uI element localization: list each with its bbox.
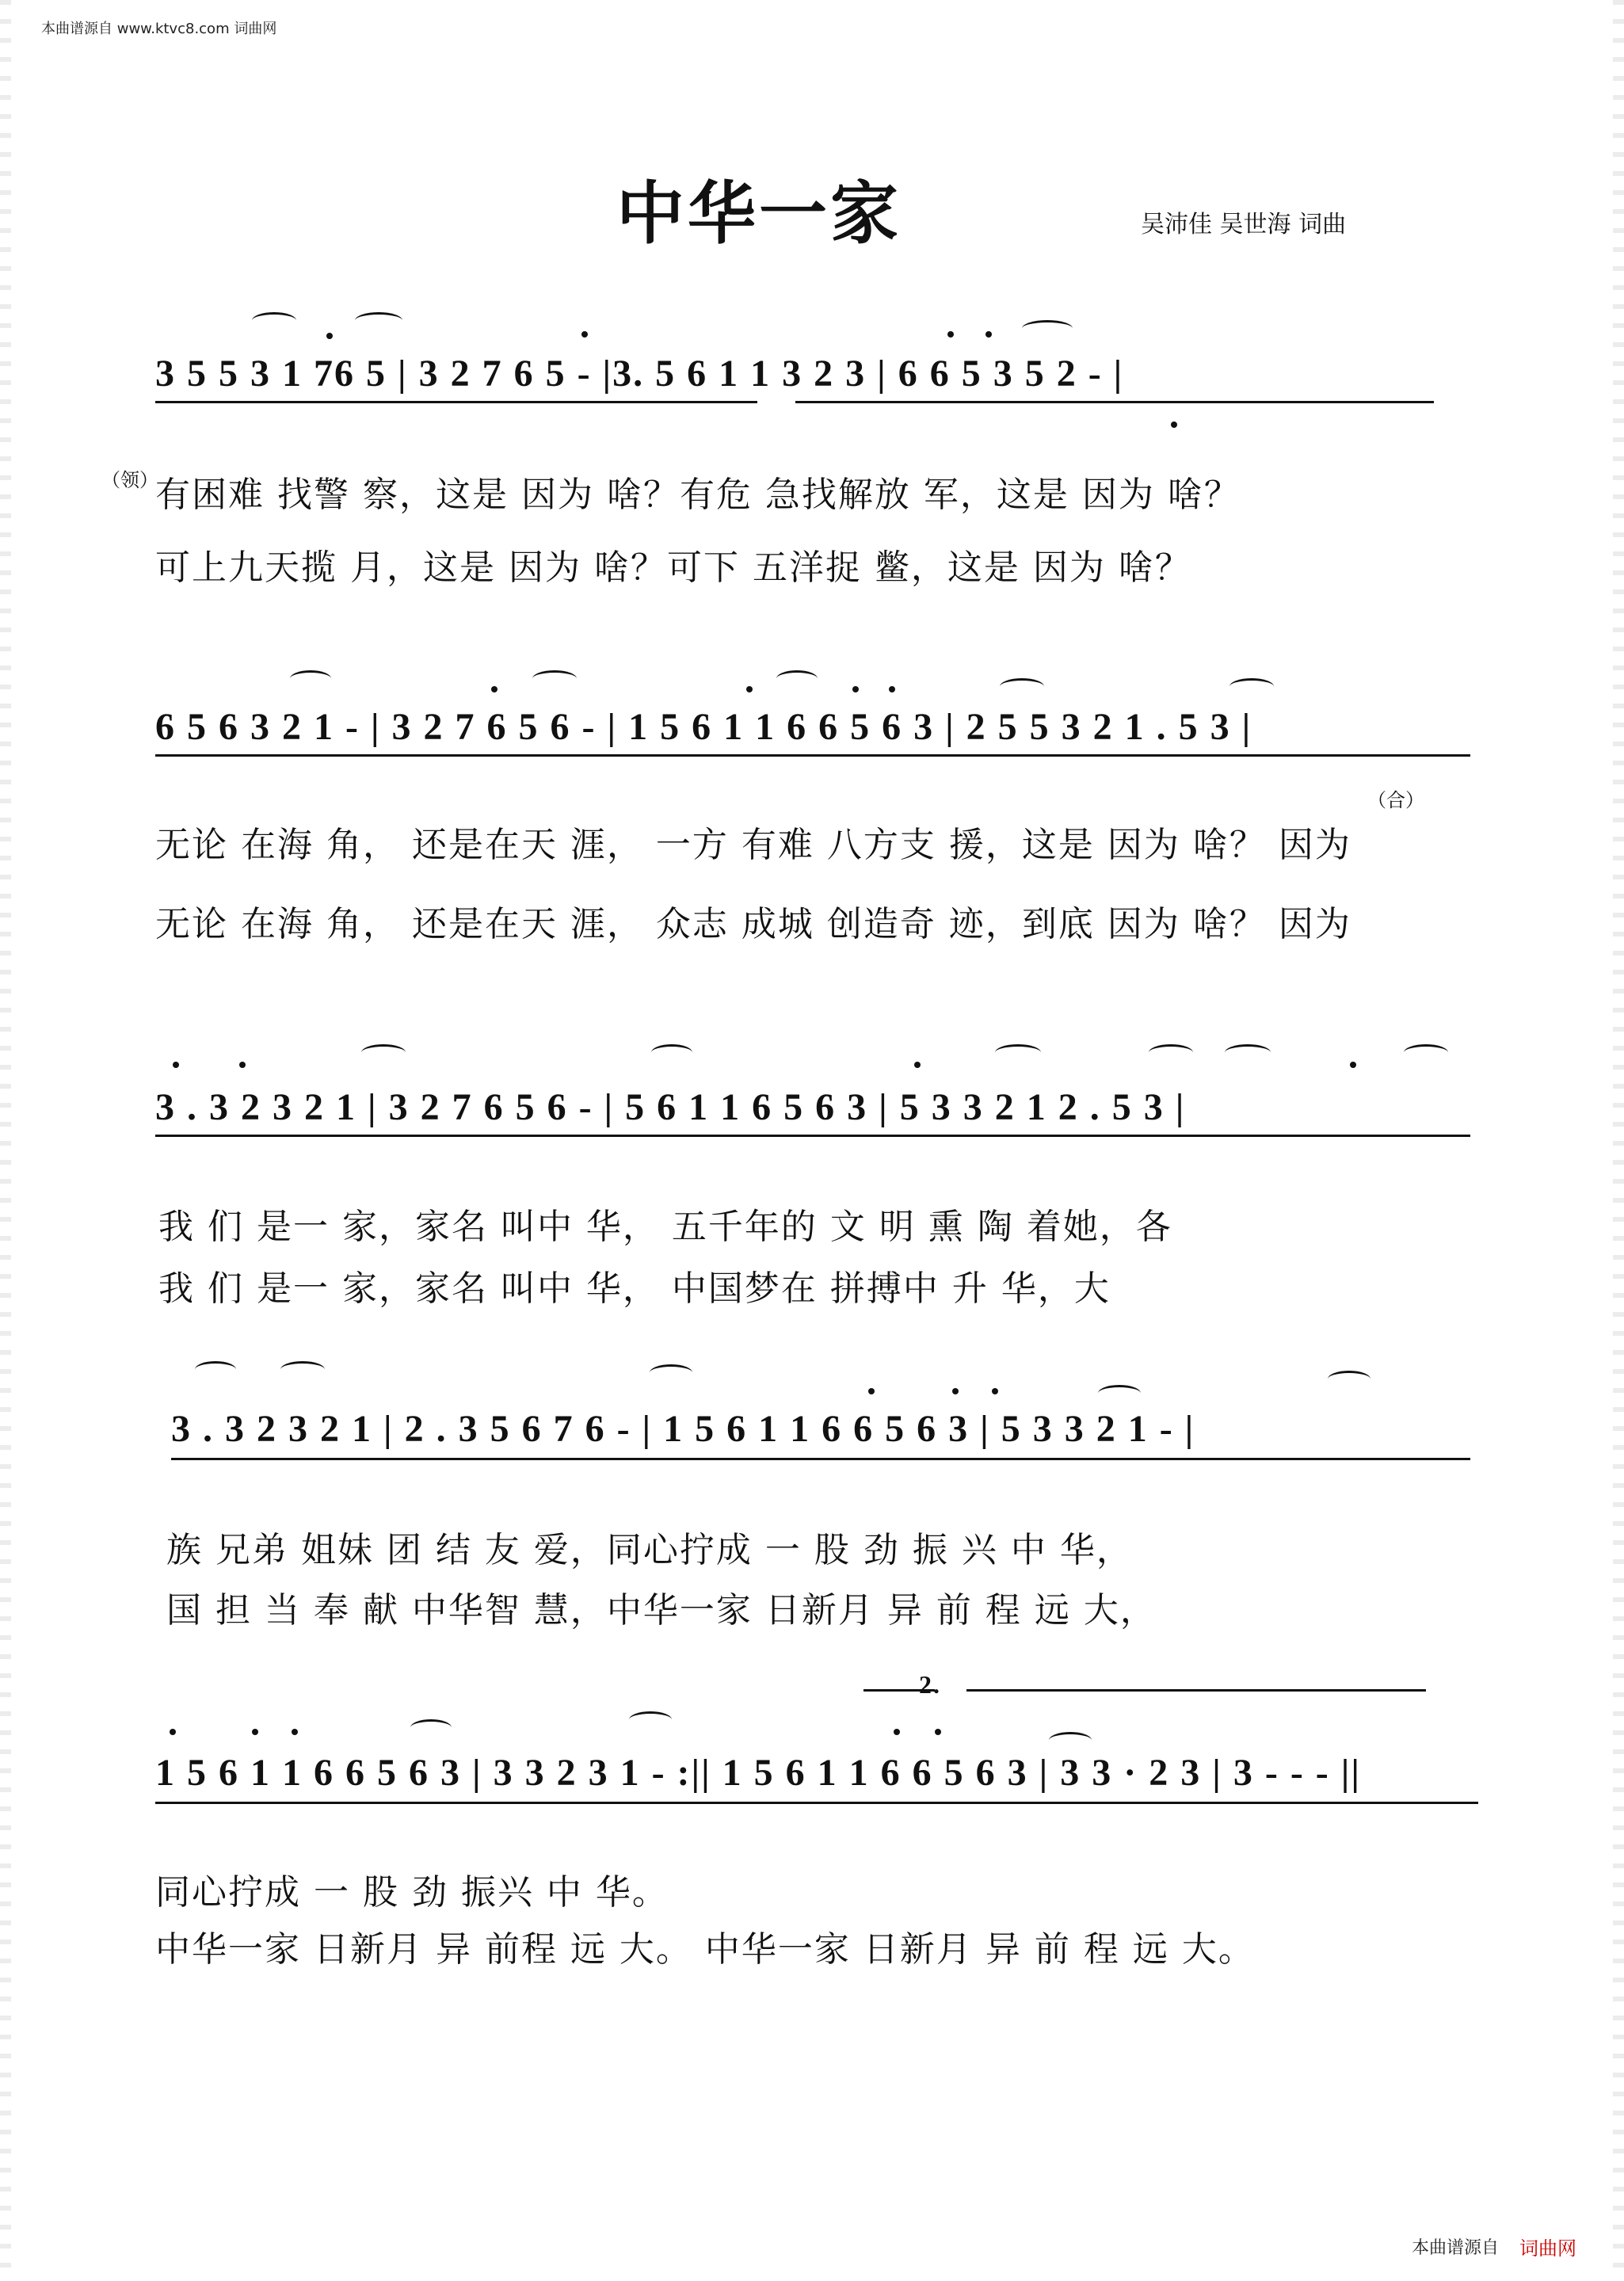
slur	[252, 312, 296, 329]
footer-site-link[interactable]: 词曲网	[1519, 2237, 1576, 2260]
octave-dot	[239, 1062, 246, 1068]
slur	[1149, 1044, 1193, 1061]
octave-dot	[581, 331, 588, 338]
octave-dot	[889, 686, 895, 692]
right-edge-decoration	[1613, 0, 1624, 2281]
slur	[1049, 1732, 1092, 1749]
beam-line	[155, 401, 757, 403]
slur	[650, 1364, 692, 1381]
octave-dot	[935, 1729, 941, 1735]
octave-dot	[852, 686, 859, 692]
beam-line	[171, 1458, 1470, 1460]
lyric-row-4a: 族 兄弟 姐妹 团 结 友 爱，同心拧成 一 股 劲 振 兴 中 华，	[166, 1530, 1133, 1570]
octave-dot	[173, 1062, 179, 1068]
score-row-2: 6 5 6 3 2 1 - | 3 2 7 6 5 6 - | 1 5 6 1 1 6 6 5 6 3 | 2 5 5 3 2 1 . 5 3 |	[155, 706, 1252, 748]
beam-line	[155, 1802, 1478, 1804]
octave-dot	[914, 1062, 921, 1068]
octave-dot	[985, 331, 992, 338]
slur	[1098, 1385, 1141, 1402]
octave-dot	[252, 1729, 258, 1735]
slur	[1022, 320, 1073, 337]
slur	[995, 1044, 1041, 1061]
score-row-5: 1 5 6 1 1 6 6 5 6 3 | 3 3 2 3 1 - :|| 1 5 6 1 1 6 6 5 6 3 | 3 3 · 2 3 | 3 - - - ||	[155, 1752, 1361, 1794]
slur	[1404, 1044, 1448, 1061]
octave-dot	[292, 1729, 298, 1735]
slur	[1000, 678, 1044, 695]
octave-dot	[992, 1388, 998, 1394]
chorus-label: （合）	[1367, 789, 1424, 811]
lyric-row-2a: 无论 在海 角， 还是在天 涯， 一方 有难 八方支 援，这是 因为 啥？ 因为	[155, 825, 1351, 865]
lyric-row-5b: 中华一家 日新月 异 前程 远 大。 中华一家 日新月 异 前 程 远 大。	[155, 1929, 1255, 1970]
lyric-row-1a: 有困难 找警 察，这是 因为 啥？有危 急找解放 军，这是 因为 啥？	[155, 475, 1241, 515]
slur	[290, 670, 331, 687]
octave-dot	[491, 686, 497, 692]
score-row-1: 3 5 5 3 1 76 5 | 3 2 7 6 5 - |3. 5 6 1 1 3 2 3 | 6 6 5 3 5 2 - |	[155, 353, 1124, 395]
lyric-row-3b: 我 们 是一 家，家名 叫中 华， 中国梦在 拼搏中 升 华，大	[158, 1268, 1111, 1309]
slur	[776, 670, 818, 687]
octave-dot-low	[1171, 421, 1177, 428]
page-title: 中华一家	[616, 174, 902, 254]
lyric-row-4b: 国 担 当 奉 献 中华智 慧，中华一家 日新月 异 前 程 远 大，	[166, 1590, 1157, 1631]
lyric-row-5a: 同心拧成 一 股 劲 振兴 中 华。	[155, 1872, 669, 1913]
slur	[195, 1361, 236, 1378]
beam-line	[155, 1135, 1470, 1137]
left-edge-decoration	[0, 0, 11, 2281]
lead-label: （领）	[101, 469, 158, 491]
octave-dot	[746, 686, 753, 692]
lyric-row-3a: 我 们 是一 家，家名 叫中 华， 五千年的 文 明 熏 陶 着她，各	[158, 1207, 1172, 1247]
octave-dot	[1350, 1062, 1356, 1068]
slur	[1229, 678, 1274, 695]
beam-line	[155, 754, 1470, 757]
octave-dot	[170, 1729, 176, 1735]
volta-label: 2.	[919, 1670, 941, 1699]
octave-dot	[952, 1388, 959, 1394]
beam-line	[1165, 401, 1434, 403]
octave-dot	[868, 1388, 875, 1394]
credits: 吴沛佳 吴世海 词曲	[1141, 211, 1347, 238]
lyric-row-2b: 无论 在海 角， 还是在天 涯， 众志 成城 创造奇 迹，到底 因为 啥？ 因为	[155, 904, 1351, 944]
slur	[410, 1719, 452, 1736]
score-row-4: 3 . 3 2 3 2 1 | 2 . 3 5 6 7 6 - | 1 5 6 1 1 6 6 5 6 3 | 5 3 3 2 1 - |	[171, 1408, 1195, 1450]
octave-dot	[894, 1729, 900, 1735]
slur	[532, 670, 577, 687]
lyric-row-1b: 可上九天揽 月，这是 因为 啥？可下 五洋捉 鳖，这是 因为 啥？	[155, 547, 1191, 588]
slur	[651, 1044, 692, 1061]
slur	[1328, 1371, 1370, 1387]
slur	[280, 1361, 325, 1378]
octave-dot	[326, 333, 333, 339]
slur	[361, 1044, 406, 1061]
slur	[629, 1711, 672, 1728]
volta-line	[966, 1689, 1426, 1692]
slur	[1225, 1044, 1271, 1061]
source-header: 本曲谱源自 www.ktvc8.com 词曲网	[41, 21, 277, 37]
score-row-3: 3 . 3 2 3 2 1 | 3 2 7 6 5 6 - | 5 6 1 1 6 5 6 3 | 5 3 3 2 1 2 . 5 3 |	[155, 1086, 1186, 1128]
footer-source: 本曲谱源自	[1412, 2238, 1500, 2258]
slur	[355, 312, 402, 329]
octave-dot	[947, 331, 954, 338]
